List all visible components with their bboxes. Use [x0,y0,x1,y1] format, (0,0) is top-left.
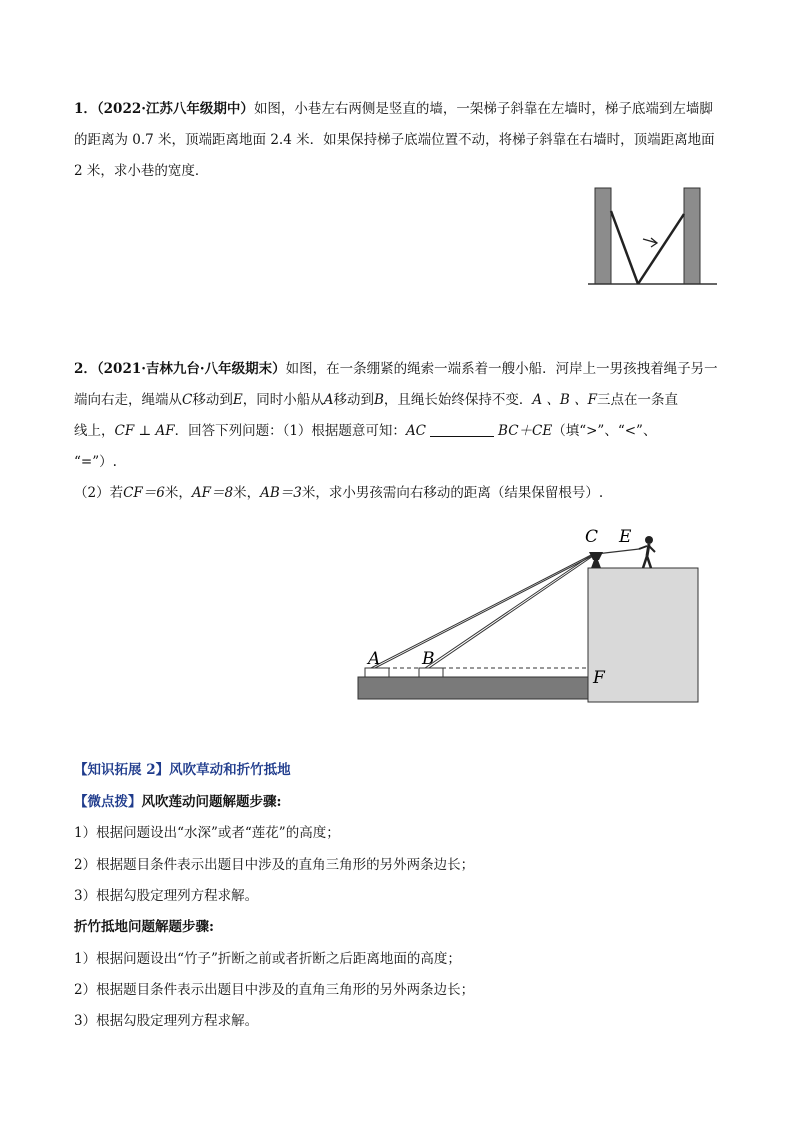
ladder-right [638,214,684,284]
bamboo-step-1: 1）根据问题设出“竹子”折断之前或者折断之后距离地面的高度； [74,951,461,967]
question-2-line-3 [74,416,726,447]
q2-cf: CF＝6 [123,485,165,501]
bamboo-step-3: 3）根据勾股定理列方程求解。 [74,1013,259,1029]
q2-text-5g: 米，求小男孩需向右移动的距离（结果保留根号）. [301,485,604,501]
q2-bc-ce: BC＋CE [498,423,553,439]
ladder-left [611,211,638,284]
q2-var-e: E [232,392,243,408]
q2-ab: AB＝3 [260,485,302,501]
tip-bracket: 【微点拨】 [74,794,142,810]
label-e: E [619,527,632,547]
knowledge-title [74,758,291,778]
boat-base [358,677,588,699]
question-2 [74,354,726,509]
q2-text-2a: 端向右走，绳端从 [74,392,182,408]
bamboo-step-2: 2）根据题目条件表示出题目中涉及的直角三角形的另外两条边长； [74,982,475,998]
question-1-line-2: 的距离为 0.7 米，顶端距离地面 2.4 米．如果保持梯子底端位置不动，将梯子斜靠在右墙时，顶端距离地面 [74,132,715,148]
boat-b [419,668,443,677]
q2-perp: CF ⊥ AF [114,423,175,439]
question-2-line-2 [74,385,726,416]
lotus-step-2: 2）根据题目条件表示出题目中涉及的直角三角形的另外两条边长； [74,857,475,873]
q2-ac: AC [405,423,427,439]
q2-text-5e: 米， [233,485,261,501]
question-2-number: 2． [74,361,97,377]
question-2-line-5 [74,478,726,509]
question-2-line-4: “=”）. [74,454,117,470]
boat-a [365,668,389,677]
right-wall [684,188,700,284]
question-1-text-1: 如图，小巷左右两侧是竖直的墙，一架梯子斜靠在左墙时，梯子底端到左墙脚 [253,101,713,117]
lotus-step-1: 1）根据问题设出“水深”或者“莲花”的高度； [74,825,340,841]
q2-text-5a: （2）若 [74,485,124,501]
q2-text-2g: 三点在一条直 [597,392,678,408]
label-a: A [368,649,381,669]
label-f: F [593,668,605,688]
question-1 [74,94,726,187]
question-1-source: （2022·江苏八年级期中） [96,101,254,117]
q2-text-2c: ，同时小船从 [242,392,324,408]
q2-text-5c: 米， [164,485,192,501]
question-2-source: （2021·吉林九台·八年级期末） [96,361,286,377]
q2-var-c: C [182,392,193,408]
tip-text: 风吹莲动问题解题步骤: [141,794,282,810]
label-c: C [585,527,599,547]
arrow-icon [643,238,657,247]
q2-text-2e: ，且绳长始终保持不变． [383,392,533,408]
knowledge-title-text: 风吹草动和折竹抵地 [169,762,291,778]
question-1-line-3: 2 米，求小巷的宽度． [74,163,209,179]
tip-title [74,790,281,810]
question-2-text-1: 如图，在一条绷紧的绳索一端系着一艘小船．河岸上一男孩拽着绳子另一 [285,361,718,377]
q2-var-b: B [373,392,384,408]
question-2-line-1 [74,354,726,385]
q2-text-3f: （填“>”、“<”、 [552,423,657,439]
q2-points-abf: A 、B 、F [532,392,597,408]
question-1-number: 1． [74,101,97,117]
question-1-line-1 [74,94,726,125]
q2-text-2d: 移动到 [333,392,374,408]
bamboo-title: 折竹抵地问题解题步骤: [74,919,214,935]
knowledge-title-bracket: 【知识拓展 2】 [74,762,170,778]
lotus-step-3: 3）根据勾股定理列方程求解。 [74,888,259,904]
left-wall [595,188,611,284]
figure-ladder-alley [585,185,720,291]
q2-text-3a: 线上， [74,423,115,439]
label-b: B [422,649,435,669]
q2-text-2b: 移动到 [192,392,233,408]
q2-text-3c: ．回答下列问题：（1）根据题意可知： [174,423,406,439]
answer-blank[interactable] [430,422,494,437]
q2-af: AF＝8 [191,485,234,501]
q2-var-a: A [323,392,334,408]
figure-boat-rope [355,520,720,708]
